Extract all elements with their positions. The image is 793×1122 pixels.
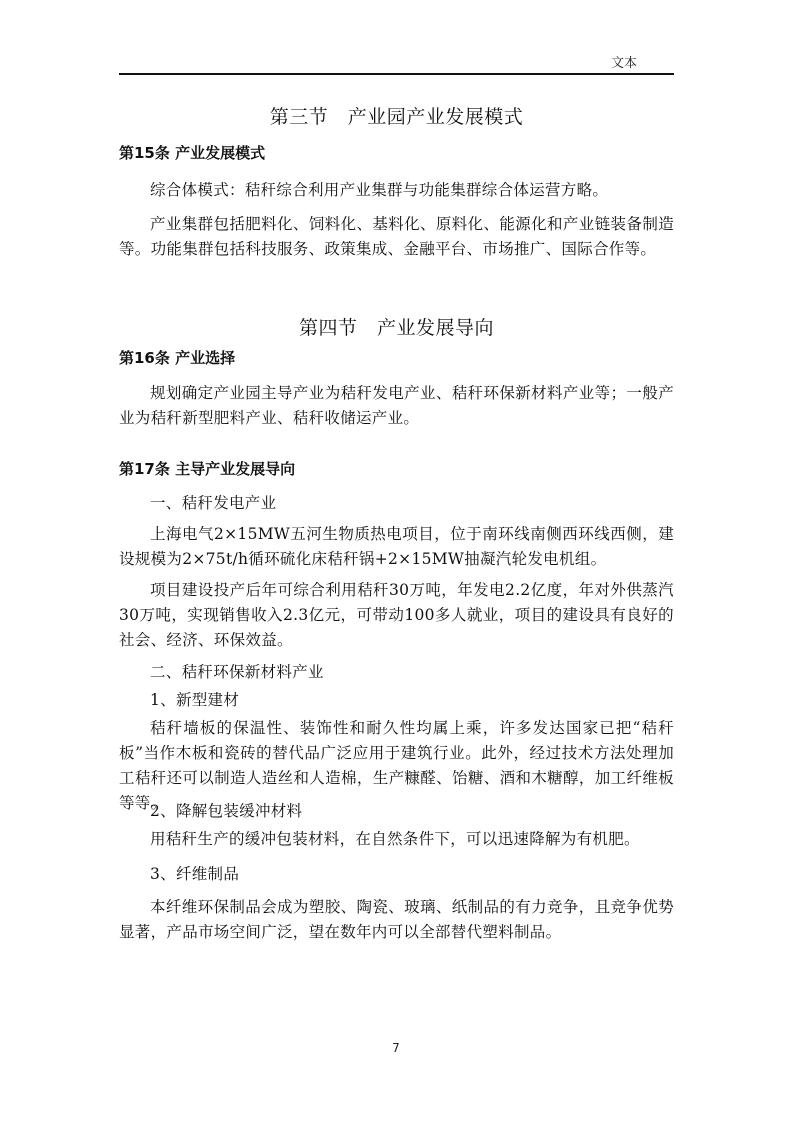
paragraph: 上海电气2×15MW五河生物质热电项目，位于南环线南侧西环线西侧，建设规模为2×75t/h循环硫化床秸秆锅+2×15MW抽凝汽轮发电机组。 <box>119 525 674 568</box>
paragraph: 综合体模式：秸秆综合利用产业集群与功能集群综合体运营方略。 <box>150 181 609 199</box>
header-label: 文本 <box>610 56 637 71</box>
paragraph: 项目建设投产后年可综合利用秸秆30万吨，年发电2.2亿度，年对外供蒸汽30万吨，实现销售收入2.3亿元，可带动100多人就业，项目的建设具有良好的社会、经济、环保效益。 <box>119 581 674 649</box>
paragraph: 秸秆墙板的保温性、装饰性和耐久性均属上乘，许多发达国家已把“秸秆板”当作木板和瓷砖的替代品广泛应用于建筑行业。此外，经过技术方法处理加工秸秆还可以制造人造丝和人造棉，生产糠醛、饴糖、酒和木糖醇，加工纤维板等等。 <box>119 719 674 812</box>
subheading: 3、纤维制品 <box>150 865 240 883</box>
subheading: 1、新型建材 <box>150 691 240 709</box>
subheading: 一、秸秆发电产业 <box>150 494 277 512</box>
section-title: 第三节 产业园产业发展模式 <box>269 106 524 128</box>
paragraph: 用秸秆生产的缓冲包装材料，在自然条件下，可以迅速降解为有机肥。 <box>150 830 640 848</box>
article-title: 第16条 产业选择 <box>119 349 236 367</box>
paragraph: 本纤维环保制品会成为塑胶、陶瓷、玻璃、纸制品的有力竞争，且竞争优势显著，产品市场空间广泛，望在数年内可以全部替代塑料制品。 <box>119 898 674 941</box>
article-title: 第17条 主导产业发展导向 <box>119 460 296 478</box>
section-title: 第四节 产业发展导向 <box>298 317 494 339</box>
page-number: 7 <box>392 1041 400 1055</box>
header-rule <box>119 73 674 75</box>
subheading: 2、降解包装缓冲材料 <box>150 802 303 820</box>
subheading: 二、秸秆环保新材料产业 <box>150 663 324 681</box>
article-title: 第15条 产业发展模式 <box>119 144 266 162</box>
paragraph: 产业集群包括肥料化、饲料化、基料化、原料化、能源化和产业链装备制造等。功能集群包括科技服务、政策集成、金融平台、市场推广、国际合作等。 <box>119 215 674 258</box>
paragraph: 规划确定产业园主导产业为秸秆发电产业、秸秆环保新材料产业等；一般产业为秸秆新型肥料产业、秸秆收储运产业。 <box>119 384 674 427</box>
